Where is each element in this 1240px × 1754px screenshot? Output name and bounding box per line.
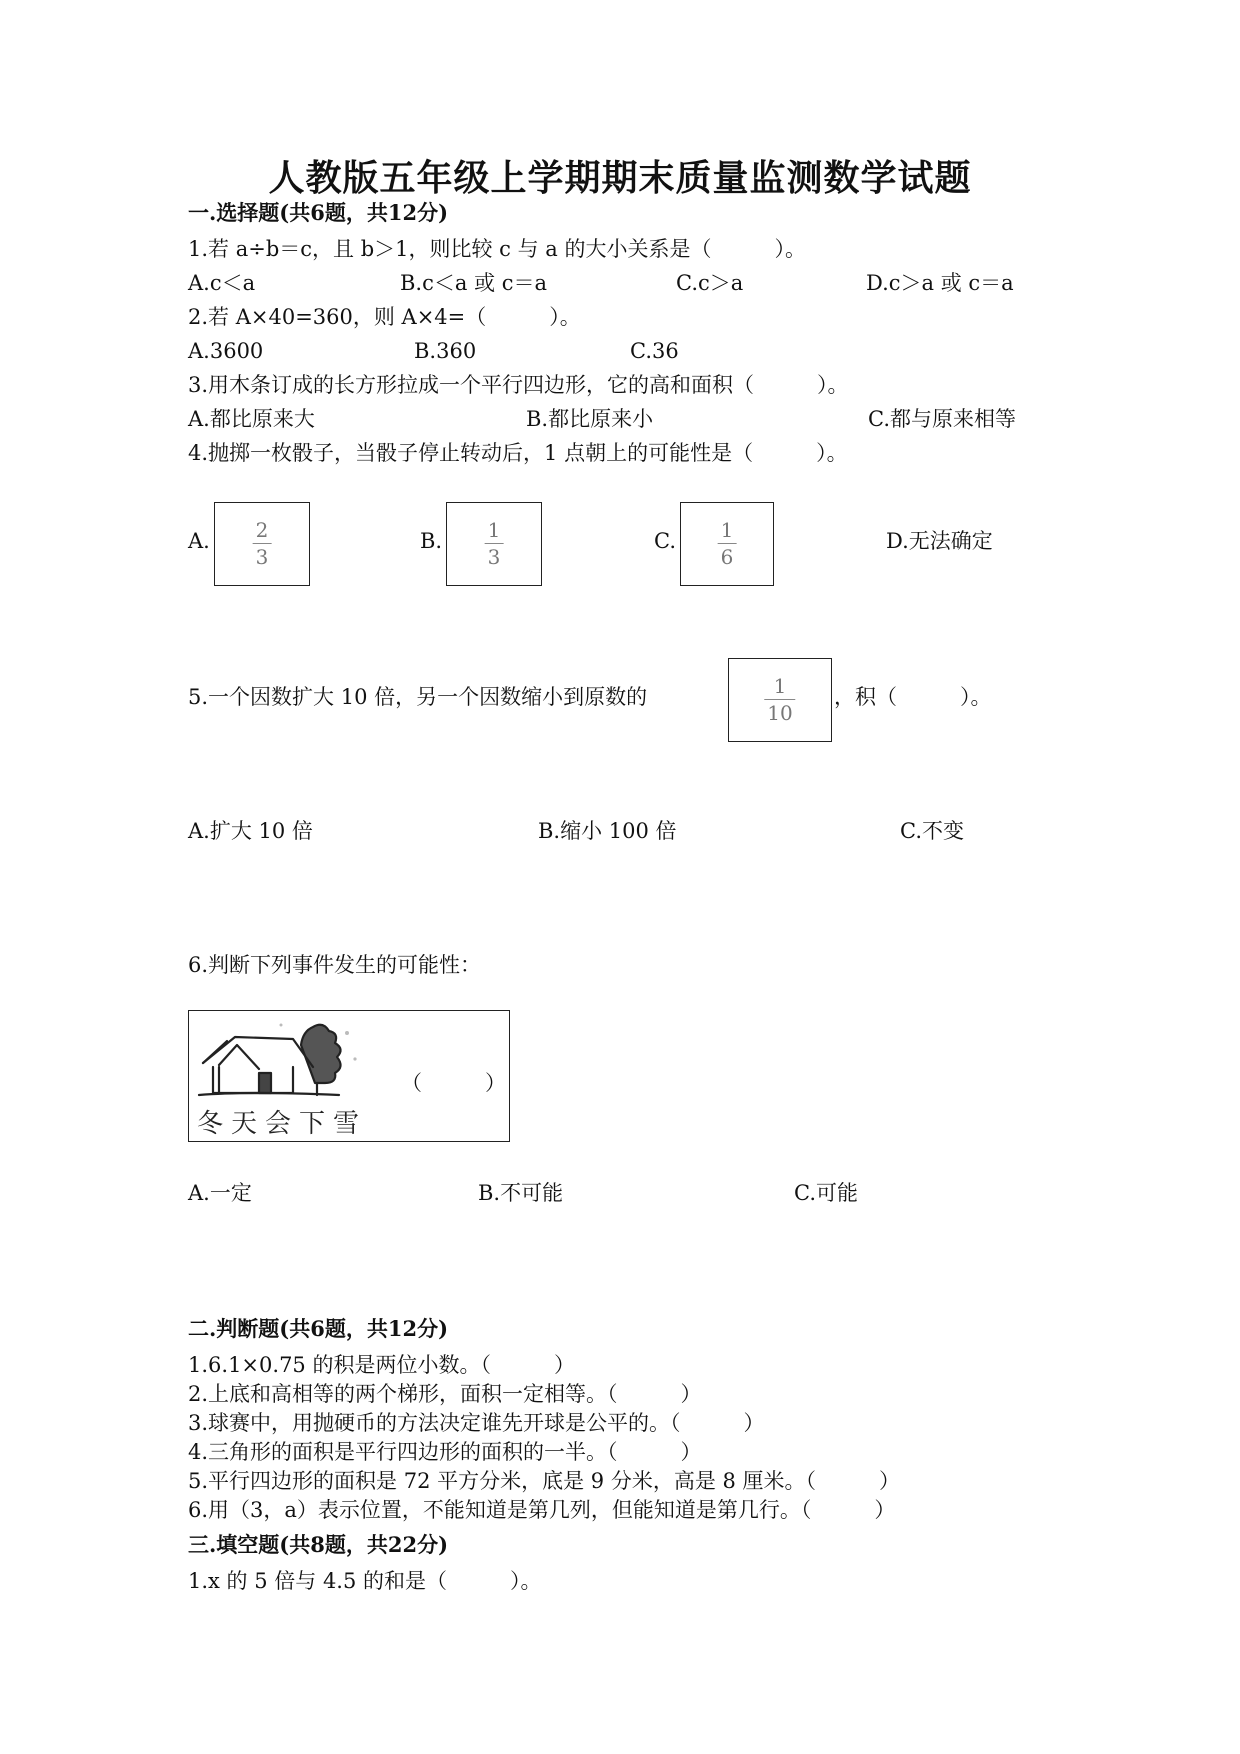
fraction-denominator: 6 — [720, 545, 734, 569]
q5-option-a: A.扩大 10 倍 — [188, 819, 313, 843]
q3-option-a: A.都比原来大 — [188, 407, 315, 431]
question-2: 2.若 A×40=360，则 A×4=（ ）。 — [188, 305, 581, 329]
q1-option-d: D.c＞a 或 c＝a — [866, 271, 1014, 295]
q6-picture-caption: 冬天会下雪 — [197, 1109, 368, 1139]
q4-option-c-fraction — [680, 502, 774, 586]
fraction-numerator: 1 — [720, 518, 734, 542]
fraction-denominator: 3 — [255, 545, 269, 569]
q2-option-c: C.36 — [630, 339, 679, 363]
fraction-denominator: 10 — [767, 701, 793, 725]
judgement-item: 6.用（3，a）表示位置，不能知道是第几列，但能知道是第几行。（ ） — [188, 1498, 896, 1522]
fraction-numerator: 1 — [487, 518, 501, 542]
q6-picture-box — [188, 1010, 510, 1142]
q4-option-c-label: C. — [654, 529, 676, 553]
q4-option-b-label: B. — [420, 529, 443, 553]
q6-option-a: A.一定 — [188, 1181, 252, 1205]
q5-option-c: C.不变 — [900, 819, 964, 843]
q4-option-a-fraction — [214, 502, 310, 586]
fraction-numerator: 2 — [255, 518, 269, 542]
page-title: 人教版五年级上学期期末质量监测数学试题 — [268, 157, 972, 199]
q6-option-c: C.可能 — [794, 1181, 858, 1205]
fraction-denominator: 3 — [487, 545, 501, 569]
q3-option-c: C.都与原来相等 — [868, 407, 1016, 431]
section-heading-judgement: 二.判断题(共6题，共12分) — [188, 1316, 449, 1341]
q2-option-b: B.360 — [414, 339, 477, 363]
question-3: 3.用木条订成的长方形拉成一个平行四边形，它的高和面积（ ）。 — [188, 373, 849, 397]
fraction-numerator: 1 — [773, 674, 787, 698]
question-6: 6.判断下列事件发生的可能性： — [188, 953, 482, 977]
question-5: 5.一个因数扩大 10 倍，另一个因数缩小到原数的 — [188, 685, 648, 709]
q5-fraction — [728, 658, 832, 742]
judgement-item: 3.球赛中，用抛硬币的方法决定谁先开球是公平的。（ ） — [188, 1411, 765, 1435]
q1-option-c: C.c＞a — [676, 271, 744, 295]
section-heading-choice: 一.选择题(共6题，共12分) — [188, 200, 449, 225]
judgement-item: 2.上底和高相等的两个梯形，面积一定相等。（ ） — [188, 1382, 702, 1406]
fill-in-question-1: 1.x 的 5 倍与 4.5 的和是（ ）。 — [188, 1569, 542, 1593]
q4-option-d: D.无法确定 — [886, 529, 993, 553]
judgement-item: 4.三角形的面积是平行四边形的面积的一半。（ ） — [188, 1440, 702, 1464]
question-4: 4.抛掷一枚骰子，当骰子停止转动后，1 点朝上的可能性是（ ）。 — [188, 441, 848, 465]
q5-option-b: B.缩小 100 倍 — [538, 819, 677, 843]
judgement-item: 1.6.1×0.75 的积是两位小数。（ ） — [188, 1353, 575, 1377]
q4-option-a-label: A. — [188, 529, 210, 553]
q4-option-b-fraction — [446, 502, 542, 586]
question-5-tail: ，积（ ）。 — [834, 685, 992, 709]
q3-option-b: B.都比原来小 — [526, 407, 654, 431]
judgement-item: 5.平行四边形的面积是 72 平方分米，底是 9 分米，高是 8 厘米。（ ） — [188, 1469, 901, 1493]
q1-option-b: B.c＜a 或 c＝a — [400, 271, 548, 295]
question-1: 1.若 a÷b＝c，且 b＞1，则比较 c 与 a 的大小关系是（ ）。 — [188, 237, 806, 261]
section-heading-fill-in: 三.填空题(共8题，共22分) — [188, 1532, 449, 1557]
q6-picture-answer-blank: （ ） — [401, 1071, 506, 1095]
q1-option-a: A.c＜a — [188, 271, 256, 295]
q6-option-b: B.不可能 — [478, 1181, 564, 1205]
q2-option-a: A.3600 — [188, 339, 264, 363]
